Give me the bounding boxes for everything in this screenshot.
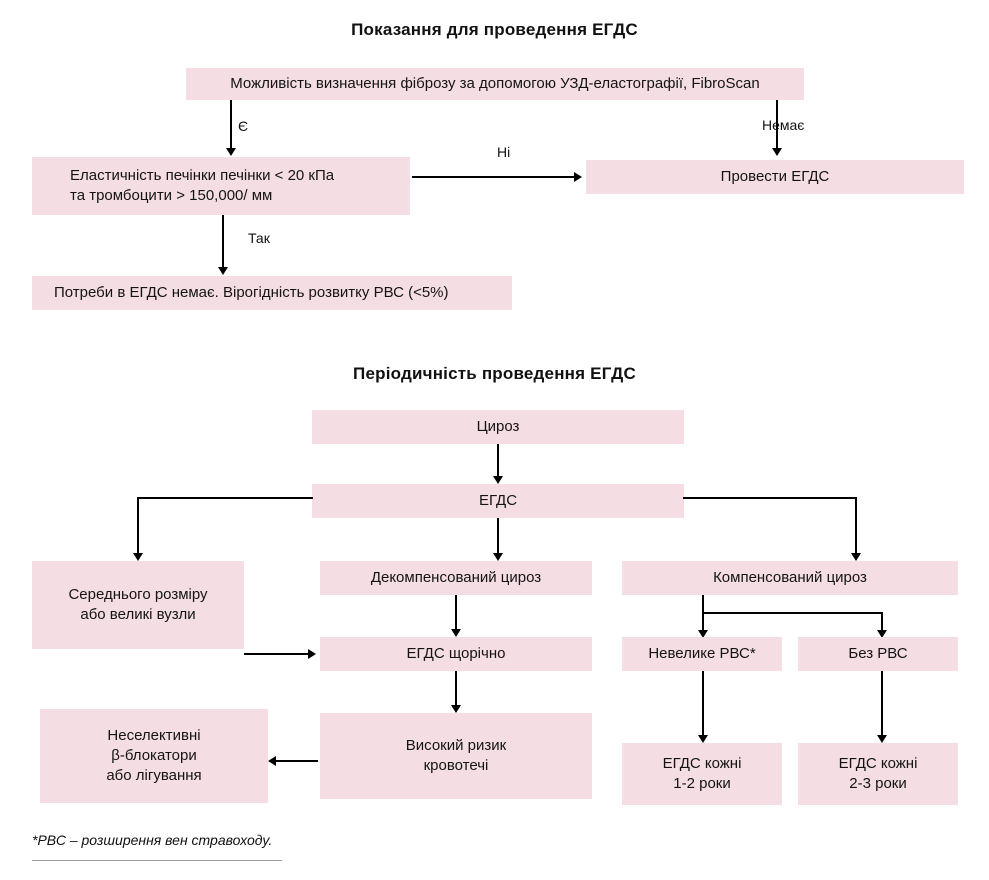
edge-small-rvs-to-1-2 <box>702 671 704 737</box>
arrowhead-down-elasticity <box>226 148 236 156</box>
node-no-rvs: Без РВС <box>798 637 958 671</box>
edge-yearly-to-high-risk <box>455 671 457 707</box>
edge-egds-left-drop <box>137 497 139 555</box>
arrowhead-down-egds <box>772 148 782 156</box>
node-egds-2-3-line1: ЕГДС кожні <box>838 754 918 772</box>
node-liver-elasticity-line2: та тромбоцити > 150,000/ мм <box>70 187 273 204</box>
node-small-rvs: Невелике РВС* <box>622 637 782 671</box>
edge-fibrosis-to-elasticity <box>230 100 232 150</box>
node-high-bleeding-risk <box>320 713 592 799</box>
edge-no-rvs-to-2-3 <box>881 671 883 737</box>
node-cirrhosis: Цироз <box>312 410 684 444</box>
edge-elasticity-to-noneed <box>222 215 224 269</box>
node-egds-1-2-line2: 1-2 роки <box>673 775 731 792</box>
footnote: *РВС – розширення вен стравоходу. <box>32 832 273 848</box>
node-liver-elasticity <box>32 157 410 215</box>
node-medium-nodes-line2: або великі вузли <box>80 606 196 623</box>
arrowhead-down-medium-nodes <box>133 553 143 561</box>
node-perform-egds: Провести ЕГДС <box>586 160 964 194</box>
node-medium-or-large-nodes <box>32 561 244 649</box>
footnote-divider <box>32 860 282 861</box>
arrowhead-left-nonselective <box>268 756 276 766</box>
node-liver-elasticity-line1: Еластичність печінки печінки < 20 кПа <box>70 166 335 184</box>
arrowhead-down-egds-1-2 <box>698 735 708 743</box>
edge-compensated-to-small-rvs <box>702 612 704 632</box>
section2-title: Періодичність проведення ЕГДС <box>353 364 636 383</box>
edge-label-yes: Так <box>248 230 270 246</box>
node-nonselective-treatment <box>40 709 268 803</box>
node-high-risk-line1: Високий ризик <box>405 736 507 754</box>
node-compensated-cirrhosis: Компенсований цироз <box>622 561 958 595</box>
arrowhead-down-egds-2-3 <box>877 735 887 743</box>
edge-high-risk-to-nonselective <box>276 760 318 762</box>
edge-egds-fanout-left <box>137 497 313 499</box>
edge-egds-fanout-right <box>683 497 856 499</box>
node-medium-nodes-line1: Середнього розміру <box>68 585 208 603</box>
edge-label-none: Немає <box>762 117 805 133</box>
arrowhead-down-decompensated <box>493 553 503 561</box>
arrowhead-down-egds-yearly <box>451 629 461 637</box>
arrowhead-down-egds-main <box>493 476 503 484</box>
arrowhead-down-noneed <box>218 267 228 275</box>
edge-compensated-fanout <box>702 612 882 614</box>
edge-compensated-to-no-rvs <box>881 612 883 632</box>
arrowhead-right-egds-yearly <box>308 649 316 659</box>
edge-cirrhosis-to-egds <box>497 444 499 478</box>
node-nonselective-line3: або лігування <box>106 767 202 785</box>
edge-elasticity-to-egds <box>412 176 575 178</box>
node-nonselective-line2: β-блокатори <box>111 746 197 764</box>
edge-compensated-left-drop <box>702 595 704 612</box>
node-no-egds-needed: Потреби в ЕГДС немає. Вірогідність розвитку РВС (<5%) <box>32 276 512 310</box>
node-egds: ЕГДС <box>312 484 684 518</box>
node-egds-every-1-2-years <box>622 743 782 805</box>
edge-medium-nodes-to-yearly <box>244 653 308 655</box>
node-high-risk-line2: кровотечі <box>423 757 489 774</box>
node-egds-2-3-line2: 2-3 роки <box>849 775 907 792</box>
node-egds-every-2-3-years <box>798 743 958 805</box>
section1-title: Показання для проведення ЕГДС <box>351 20 638 39</box>
arrowhead-right-perform-egds <box>574 172 582 182</box>
edge-label-exists: Є <box>238 118 249 134</box>
edge-label-no: Ні <box>497 144 511 160</box>
node-nonselective-line1: Неселективні <box>107 726 201 744</box>
node-egds-1-2-line1: ЕГДС кожні <box>662 754 742 772</box>
edge-decompensated-to-yearly <box>455 595 457 631</box>
node-decompensated-cirrhosis: Декомпенсований цироз <box>320 561 592 595</box>
arrowhead-down-high-risk <box>451 705 461 713</box>
edge-egds-right-drop <box>855 497 857 555</box>
node-fibrosis-assessment: Можливість визначення фіброзу за допомогою УЗД-еластографії, FibroScan <box>186 68 804 100</box>
node-egds-yearly: ЕГДС щорічно <box>320 637 592 671</box>
arrowhead-down-compensated <box>851 553 861 561</box>
edge-egds-to-decompensated <box>497 518 499 555</box>
